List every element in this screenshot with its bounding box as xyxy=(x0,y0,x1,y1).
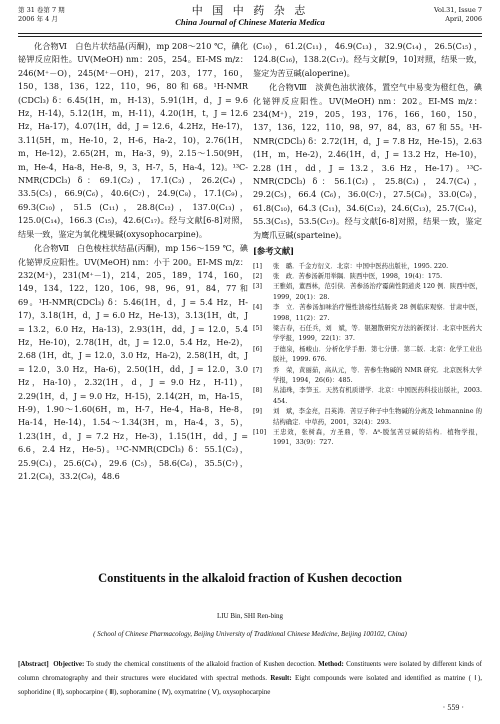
english-title: Constituents in the alkaloid fraction of Kushen decoction xyxy=(98,571,402,585)
reference-item: [10] 王忠效，张树森，方圣鼎，等．Δ⁸-脱氢苦豆碱的结构．植物学报，1991，33(9)：727. xyxy=(253,428,482,447)
date-en: April, 2006 xyxy=(445,15,482,23)
objective-label: Objective: xyxy=(53,660,85,668)
reference-item: [3] 王雅娟，董西林，范引侠．苦参汤治疗霉菌性阴道炎 120 例．陕西中医，1999，20(1)：28. xyxy=(253,282,482,301)
result-label: Result: xyxy=(270,674,292,682)
objective-text: To study the chemical constituents of the alkaloid fraction of Kushen decoction. xyxy=(84,660,319,668)
compound-6-paragraph: 化合物Ⅵ 白色片状结晶(丙酮)，mp 208～210 ℃，碘化铋钾反应阳性。UV(MeOH) nm：205，254。EI-MS m/z：246(M⁺－O)，245(M⁺－OH)，217，203，177，160，150，138，136，122，110，96，80 和 68。¹H-NMR (CDCl₃) δ：6.45(1H，m，H-13)，5.91(1H，d，J = 9.6 Hz，H-14)，5.12(1H，m，H-11)，4.20(1H，t，J = 12.6 Hz，Ha-17)，4.07(1H，dd，J = 12.6，4.2Hz，He-17)，3.11(5H，m，He-10，2，H-6，Ha-2，10)，2.76(1H，m，He-12)，2.65(2H，m，Ha-3，9)，2.15～1.50(9H，m，He-4，Ha-8，He-8，9，3，H-7，5，Ha-4，12)。¹³C-NMR(CDCl₃) δ：69.1(C₂)，17.1(C₃)，26.2(C₄)，33.5(C₅)，66.9(C₆)，40.6(C₇)，24.9(C₈)，17.1(C₉)，69.3(C₁₀)，51.5 (C₁₁)，28.8(C₁₂)，137.0(C₁₃)，125.0(C₁₄)，166.3 (C₁₅)，42.6(C₁₇)。经与文献[6-8]对照，结果一致，鉴定为氧化槐果碱(oxysophocarpine)。 xyxy=(18,41,248,239)
header-center xyxy=(18,4,482,28)
header-rule-thick xyxy=(18,33,482,34)
method-label: Method: xyxy=(318,660,344,668)
reference-item: [7] 乔 荣，黄丽茹，高从元，等．苦参生物碱的 NMR 研究．北京医科大学学报，1994，26(6)：485. xyxy=(253,365,482,384)
header-rule-thin xyxy=(18,36,482,37)
left-column xyxy=(18,40,248,483)
header-right xyxy=(434,6,482,24)
reference-item: [6] 于德泉，杨峻山．分析化学手册．第七分册．第二版．北京：化学工业出版社，1999. 676. xyxy=(253,344,482,364)
date-cn: 2006 年 4 月 xyxy=(18,15,58,23)
reference-item: [1] 张 璐．千金方衍义．北京：中国中医药出版社，1995. 220. xyxy=(253,261,449,270)
compound-7-continuation: (C₁₀)，61.2(C₁₁)，46.9(C₁₃)，32.9(C₁₄)，26.5(C₁₅)，124.8(C₁₆)，138.2(C₁₇)。经与文献[9，10]对照，结果一致，鉴定为苦豆碱(aloperine)。 xyxy=(253,41,482,78)
compound-7-paragraph: 化合物Ⅶ 白色棱柱状结晶(丙酮)，mp 156～159 ℃，碘化铋钾反应阳性。UV(MeOH) nm：小于 200。EI-MS m/z：232(M⁺)，231(M⁺－1)，214，205，189，174，160，149，134，122，120，106，98，96，91，84，77 和 69。¹H-NMR(CDCl₃) δ：5.46(1H，d，J = 5.4 Hz，H-17)，3.18(1H，d，J = 6.0 Hz，He-13)，3.13(1H，dt，J = 13.2，6.0 Hz，Ha-13)，2.93(1H，dd，J = 12.0，5.4 Hz，He-10)，2.78(1H，dt，J = 12.0，5.4 Hz，He-2)，2.68 (1H，dt，J = 12.0，3.0 Hz，Ha-2)，2.58(1H，dt，J = 12.0，3.0 Hz，Ha-6)，2.50(1H，dd，J = 12.0，3.0 Hz，Ha-10)，2.32(1H，d，J = 9.0 Hz，H-11)，2.29(1H，d，J = 9.0 Hz，H-15)，2.14(2H，m，Ha-15，H-9)，1.90～1.60(6H，m，H-7，He-4，Ha-8，He-8，Ha-14，He-14)，1.54～1.34(3H，m，Ha-4，3，5)，1.23(1H，d，J = 7.2 Hz，He-3)，1.15(1H，dd，J = 6.6，2.4 Hz，He-5)。¹³C-NMR(CDCl₃) δ：55.1(C₂)，25.9(C₃)，25.6(C₄)，29.6 (C₅)，58.6(C₆)，35.5(C₇)，21.2(C₈)，33.2(C₉)，48.6 xyxy=(18,243,248,481)
journal-name-cn: 中 国 中 药 杂 志 xyxy=(191,4,309,17)
page-number: · 559 · xyxy=(442,703,464,712)
reference-item: [4] 李 立．苦参汤加味治疗慢性溃疡性结肠炎 28 例临床观察．甘肃中医，1998，11(2)：27. xyxy=(253,303,482,322)
reference-item: [5] 梁吉春，石任兵，刘 斌，等．银翘散研究方法的新探讨．北京中医药大学学报，1999，22(1)：37. xyxy=(253,323,482,343)
result-text: Eight compounds were isolated and identified as matrine ( Ⅰ), sophoridine ( Ⅱ), sophocarpine ( Ⅲ), sophoramine ( Ⅳ), oxymatrine ( Ⅴ), oxysophocarpine xyxy=(18,674,482,696)
english-abstract xyxy=(18,657,482,699)
volume-en: Vol.31, Issue 7 xyxy=(433,6,482,14)
reference-item: [8] 丛浦珠，李笋玉．天然有机质谱学．北京：中国医药科技出版社，2003. 454. xyxy=(253,386,482,405)
reference-item: [9] 刘 斌，李金亮，吕英涛．苦豆子种子中生物碱的分离及 lehmannine 的结构确定．中草药，2001，32(4)：293. xyxy=(253,407,482,426)
english-authors: LIU Bin, SHI Ren-bing xyxy=(216,612,284,620)
reference-item: [2] 张 政．苦参汤新用举隅．陕西中医，1998，19(4)：175. xyxy=(253,271,443,280)
method-text: Constituents were isolated by different kinds of column chromatography and their structures were elucidated with spectral methods. xyxy=(18,660,482,682)
right-column xyxy=(253,40,482,448)
page-header xyxy=(18,4,482,32)
compound-8-paragraph: 化合物Ⅷ 淡黄色油状液体，置空气中易变为橙红色，碘化铋钾反应阳性。UV(MeOH) nm：202。EI-MS m/z：234(M⁺)，219，205，193，176，166，160，150，137，136，122，110，98，97，84，83，67 和 55。¹H-NMR(CDCl₃) δ：2.72(1H，d，J = 7.8 Hz，He-15)，2.63 (1H，m，He-2)，2.46(1H，d，J = 13.2 Hz，He-10)，2.28 (1H，dd，J = 13.2，3.6 Hz，He-17)。¹³C-NMR(CDCl₃) δ：56.1(C₂)，25.8(C₃)，24.7(C₄)，29.2(C₅)，66.4 (C₆)，36.0(C₇)，27.5(C₈)，33.0(C₉)，61.8(C₁₀)，64.3 (C₁₁)，34.6(C₁₂)，24.6(C₁₃)，25.7(C₁₄)，55.3(C₁₅)，53.5(C₁₇)。经与文献[6-8]对照，结果一致，鉴定为鹰爪豆碱(sparteine)。 xyxy=(253,82,482,240)
english-affiliation: ( School of Chinese Pharmacology, Beijing University of Traditional Chinese Medicine, Beijing 100102, China) xyxy=(93,630,407,638)
volume-cn: 第 31 卷第 7 期 xyxy=(18,6,65,14)
journal-name-en: China Journal of Chinese Materia Medica xyxy=(175,17,325,27)
abstract-label: [Abstract] xyxy=(18,660,49,668)
reference-list xyxy=(253,261,482,448)
references-heading: [参考文献] xyxy=(253,246,295,257)
